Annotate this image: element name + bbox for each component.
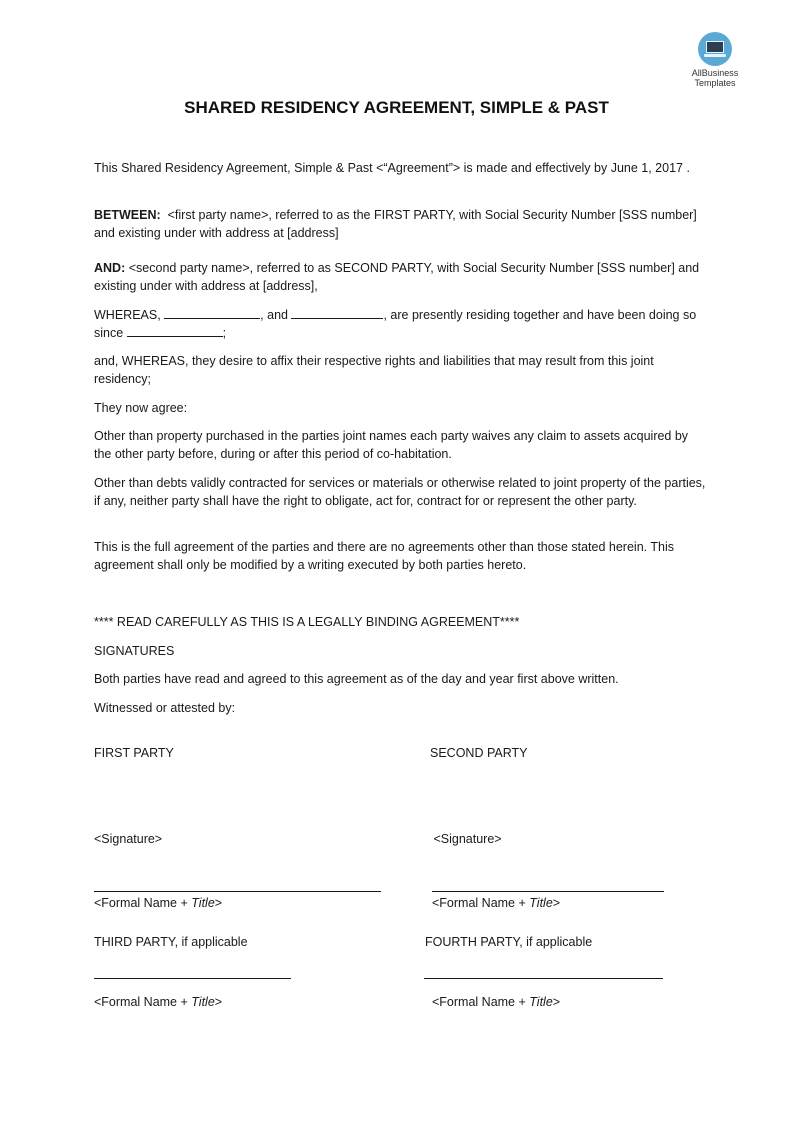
whereas-middle: , and xyxy=(260,308,288,322)
between-paragraph xyxy=(94,206,706,242)
blank-line[interactable] xyxy=(164,306,260,319)
between-text: <first party name>, referred to as the FIRST PARTY, with Social Security Number [SSS number] and existing under with address at [address] xyxy=(94,208,697,240)
whereas-suffix: , are presently residing together and have been doing so since xyxy=(94,308,697,340)
formal-name-first: <Formal Name + Title> xyxy=(94,896,223,910)
formal-name-third: <Formal Name + Title> xyxy=(94,995,223,1009)
formal-name-fourth: <Formal Name + Title> xyxy=(432,995,561,1009)
whereas2-paragraph: and, WHEREAS, they desire to affix their respective rights and liabilities that may result from this joint residency; xyxy=(94,354,654,386)
signature-line-fourth[interactable] xyxy=(424,978,663,979)
between-label: BETWEEN: xyxy=(94,208,161,222)
blank-line[interactable] xyxy=(291,306,383,319)
agree-paragraph: They now agree: xyxy=(94,401,188,415)
signature-placeholder-second: <Signature> xyxy=(430,832,502,846)
signature-line-first[interactable] xyxy=(94,891,381,892)
logo-text: AllBusiness Templates xyxy=(691,68,739,88)
signature-placeholder-first: <Signature> xyxy=(94,832,163,846)
whereas-prefix: WHEREAS, xyxy=(94,308,161,322)
second-party-label: SECOND PARTY xyxy=(430,746,528,760)
signature-line-third[interactable] xyxy=(94,978,291,979)
clause-3: This is the full agreement of the parties and there are no agreements other than those stated herein. This agreement shall only be modified by a writing executed by both parties hereto. xyxy=(94,540,674,572)
and-text: <second party name>, referred to as SECOND PARTY, with Social Security Number [SSS number] and existing under with address at [address], xyxy=(94,261,700,293)
signature-line-second[interactable] xyxy=(432,891,664,892)
allbusiness-logo xyxy=(684,32,746,88)
clause-1: Other than property purchased in the parties joint names each party waives any claim to assets acquired by the other party before, during or after this period of co-habitation. xyxy=(94,429,689,461)
and-label: AND: xyxy=(94,261,126,275)
whereas-end: ; xyxy=(222,326,227,340)
clause-2: Other than debts validly contracted for services or materials or otherwise related to joint property of the parties, if any, neither party shall have the right to obligate, act for, contract for or represent the other party. xyxy=(94,476,706,508)
laptop-icon xyxy=(698,32,732,66)
warning-text: **** READ CAREFULLY AS THIS IS A LEGALLY BINDING AGREEMENT**** xyxy=(94,615,520,629)
and-paragraph xyxy=(94,259,706,295)
first-party-label: FIRST PARTY xyxy=(94,746,174,760)
blank-line[interactable] xyxy=(127,324,223,337)
signatures-heading: SIGNATURES xyxy=(94,644,175,658)
whereas-paragraph xyxy=(94,306,706,342)
third-party-label: THIRD PARTY, if applicable xyxy=(94,935,248,949)
formal-name-second: <Formal Name + Title> xyxy=(432,896,561,910)
witnessed-text: Witnessed or attested by: xyxy=(94,701,236,715)
fourth-party-label: FOURTH PARTY, if applicable xyxy=(425,935,593,949)
both-parties-text: Both parties have read and agreed to this agreement as of the day and year first above written. xyxy=(94,672,619,686)
document-title: SHARED RESIDENCY AGREEMENT, SIMPLE & PAST xyxy=(184,98,609,117)
intro-paragraph: This Shared Residency Agreement, Simple & Past <“Agreement”> is made and effectively by June 1, 2017 . xyxy=(94,161,690,175)
